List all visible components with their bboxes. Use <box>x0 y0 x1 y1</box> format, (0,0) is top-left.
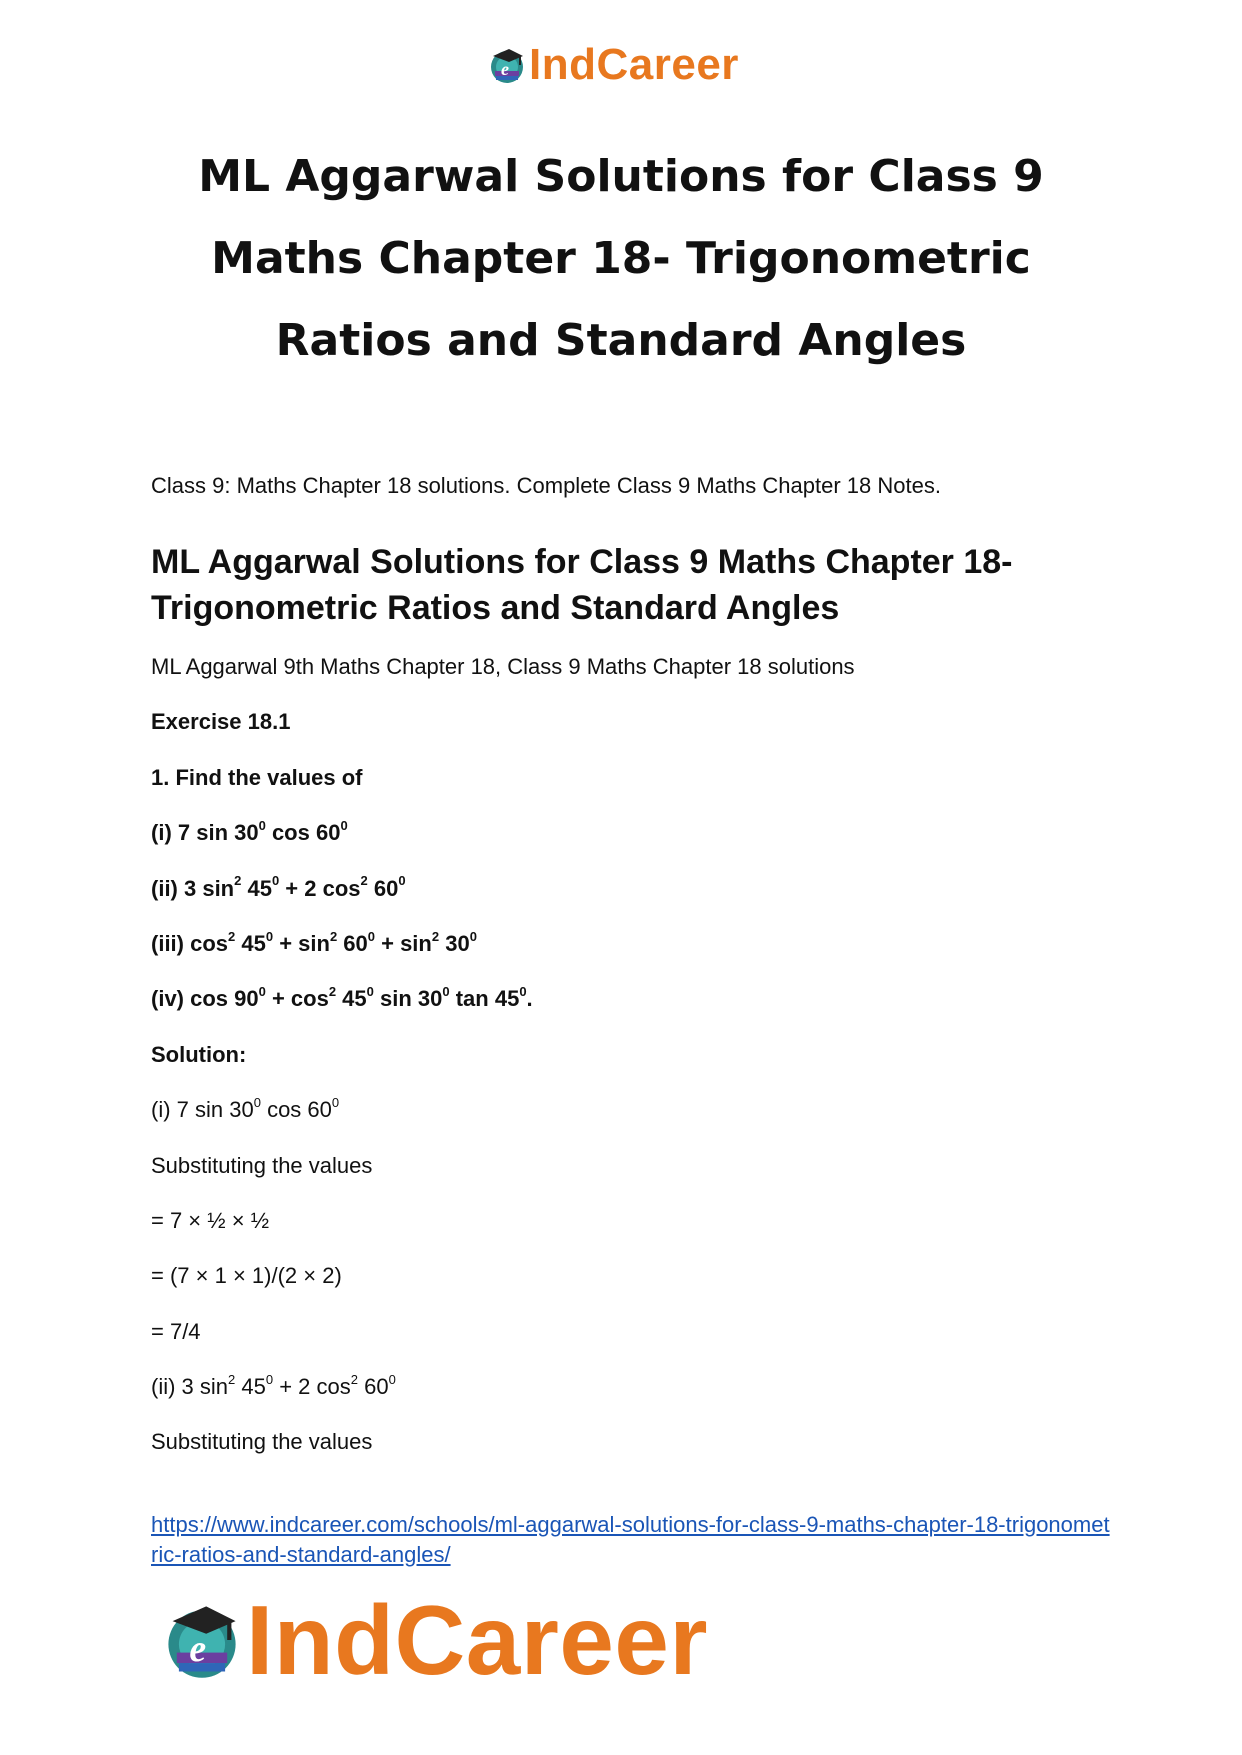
question-part-iii: (iii) $\cos^2 45^0 + \sin^2 60^0 + \sin^2 30^0$ <box>151 928 477 956</box>
intro-text: Class 9: Maths Chapter 18 solutions. Complete Class 9 Maths Chapter 18 Notes. <box>151 473 941 498</box>
brand-logo-top <box>487 40 739 90</box>
brand-name: IndCareer <box>529 40 739 89</box>
svg-text:e: e <box>501 59 509 79</box>
exercise-heading: Exercise 18.1 <box>151 709 291 735</box>
graduation-globe-icon <box>160 1598 244 1682</box>
solution-substituting-2: Substituting the values <box>151 1429 373 1455</box>
brand-name: IndCareer <box>246 1585 709 1695</box>
source-link[interactable]: https://www.indcareer.com/schools/ml-aggarwal-solutions-for-class-9-maths-chapter-18-trigonometric-ratios-and-standard-angles/ <box>151 1512 1110 1567</box>
document-body <box>151 466 1111 1455</box>
question-part-i: (i) 7 $\sin 30^0$ $\cos 60^0$ <box>151 817 348 846</box>
content-lines <box>151 653 855 1484</box>
graduation-globe-icon <box>487 45 527 85</box>
svg-text:e: e <box>189 1628 207 1670</box>
question-text: 1. Find the values of <box>151 764 363 790</box>
section-heading: ML Aggarwal Solutions for Class 9 Maths Chapter 18- Trigonometric Ratios and Standard Angles <box>151 543 1013 627</box>
solution-step-3: = 7/4 <box>151 1318 201 1344</box>
solution-step-1: = 7 × ½ × ½ <box>151 1207 270 1233</box>
solution-substituting-1: Substituting the values <box>151 1152 373 1178</box>
solution-label: Solution: <box>151 1041 247 1067</box>
subtitle-text: ML Aggarwal 9th Maths Chapter 18, Class 9 Maths Chapter 18 solutions <box>151 654 855 679</box>
solution-step-2: = (7 × 1 × 1)/(2 × 2) <box>151 1263 342 1289</box>
solution-part-ii: (ii) 3 $\sin^2 45^0 + 2$ $\cos^2 60^0$ <box>151 1371 396 1400</box>
brand-logo-bottom <box>160 1585 708 1695</box>
question-part-ii: (ii) 3 $\sin^2 45^0 + 2$ $\cos^2 60^0$ <box>151 873 406 901</box>
solution-part-i: (i) 7 $\sin 30^0$ $\cos 60^0$ <box>151 1094 340 1123</box>
page-title: ML Aggarwal Solutions for Class 9 Maths Chapter 18- Trigonometric Ratios and Standard Angles <box>198 151 1044 366</box>
question-part-iv: (iv) $\cos 90^0 + \cos^2 45^0$ $\sin 30^0$ $\tan 45^0$. <box>151 984 533 1012</box>
